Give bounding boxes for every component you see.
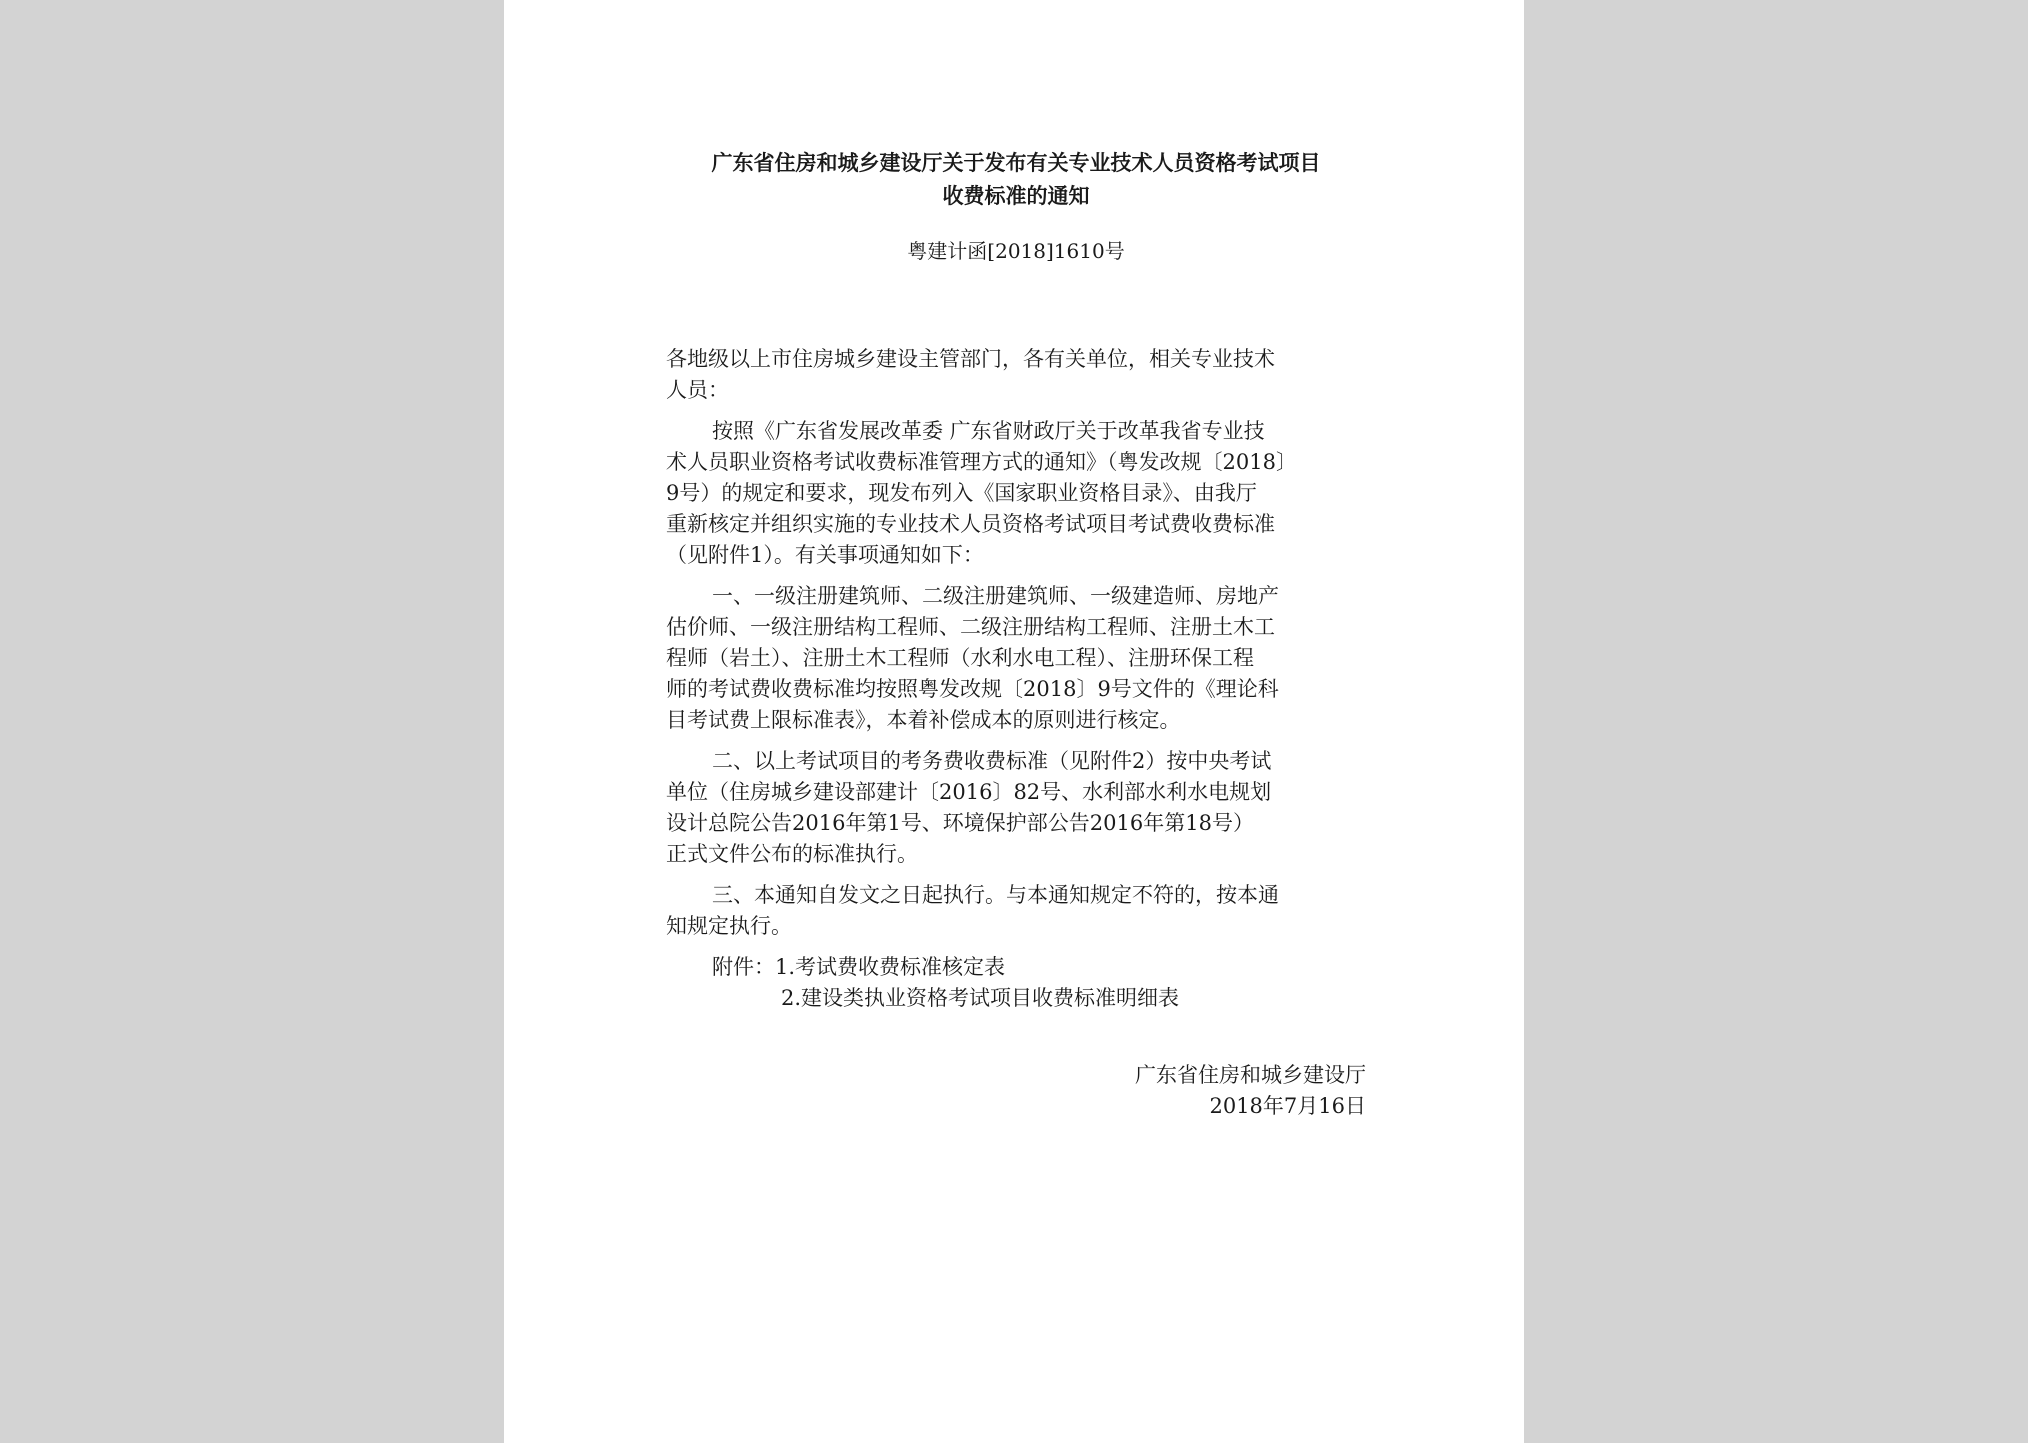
title-line-1: 广东省住房和城乡建设厅关于发布有关专业技术人员资格考试项目 <box>711 150 1321 175</box>
document-body <box>666 344 1366 1014</box>
salutation-line-1: 各地级以上市住房城乡建设主管部门，各有关单位，相关专业技术 <box>666 347 1275 371</box>
paragraph-4 <box>666 880 1366 942</box>
paragraph-1 <box>666 416 1366 571</box>
paragraph-2 <box>666 581 1366 736</box>
paragraph-3-line-3: 设计总院公告2016年第1号、环境保护部公告2016年第18号） <box>666 811 1254 835</box>
salutation <box>666 344 1366 406</box>
paragraph-4-line-2: 知规定执行。 <box>666 914 792 938</box>
title-line-2: 收费标准的通知 <box>942 183 1090 208</box>
paragraph-4-line-1: 三、本通知自发文之日起执行。与本通知规定不符的，按本通 <box>712 883 1279 907</box>
paragraph-3-line-4: 正式文件公布的标准执行。 <box>666 842 918 866</box>
paragraph-1-line-5: （见附件1）。有关事项通知如下： <box>666 543 984 567</box>
attachment-line-1: 附件：1.考试费收费标准核定表 <box>712 955 1006 979</box>
issue-date: 2018年7月16日 <box>1209 1094 1366 1118</box>
paragraph-3 <box>666 746 1366 870</box>
attachments <box>666 952 1366 1014</box>
paragraph-1-line-2: 术人员职业资格考试收费标准管理方式的通知》（粤发改规〔2018〕 <box>666 450 1297 474</box>
paragraph-1-line-1: 按照《广东省发展改革委 广东省财政厅关于改革我省专业技 <box>712 419 1265 443</box>
document-number: 粤建计函[2018]1610号 <box>907 239 1125 263</box>
paragraph-3-line-1: 二、以上考试项目的考务费收费标准（见附件2）按中央考试 <box>712 749 1272 773</box>
attachment-line-2: 2.建设类执业资格考试项目收费标准明细表 <box>781 986 1180 1010</box>
paragraph-2-line-5: 目考试费上限标准表》，本着补偿成本的原则进行核定。 <box>666 708 1181 732</box>
paragraph-2-line-1: 一、一级注册建筑师、二级注册建筑师、一级建造师、房地产 <box>712 584 1279 608</box>
issuer-name: 广东省住房和城乡建设厅 <box>1135 1063 1366 1087</box>
salutation-line-2: 人员： <box>666 378 729 402</box>
paragraph-1-line-4: 重新核定并组织实施的专业技术人员资格考试项目考试费收费标准 <box>666 512 1275 536</box>
document-title <box>666 146 1366 212</box>
paragraph-2-line-2: 估价师、一级注册结构工程师、二级注册结构工程师、注册土木工 <box>666 615 1275 639</box>
paragraph-2-line-3: 程师（岩土）、注册土木工程师（水利水电工程）、注册环保工程 <box>666 646 1254 670</box>
signature-block <box>666 1060 1366 1122</box>
paragraph-3-line-2: 单位（住房城乡建设部建计〔2016〕82号、水利部水利水电规划 <box>666 780 1272 804</box>
document-page <box>504 0 1524 1443</box>
paragraph-1-line-3: 9号）的规定和要求，现发布列入《国家职业资格目录》、由我厅 <box>666 481 1257 505</box>
paragraph-2-line-4: 师的考试费收费标准均按照粤发改规〔2018〕9号文件的《理论科 <box>666 677 1279 701</box>
